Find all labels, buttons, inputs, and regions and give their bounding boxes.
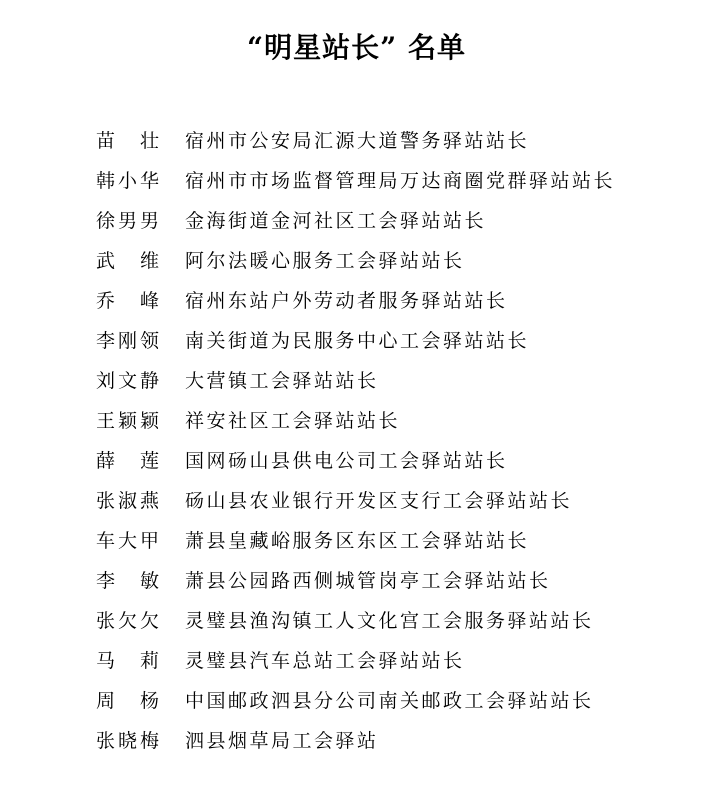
station-title: 泗县烟草局工会驿站 (185, 730, 379, 752)
person-name: 薛 莲 (96, 450, 163, 472)
station-title: 大营镇工会驿站站长 (185, 370, 379, 392)
list-item (96, 570, 713, 592)
list-item (96, 610, 713, 632)
person-name: 张淑燕 (96, 490, 163, 512)
person-name: 张晓梅 (96, 730, 163, 752)
station-title: 宿州市市场监督管理局万达商圈党群驿站站长 (185, 170, 616, 192)
list-item (96, 730, 713, 752)
list-item (96, 450, 713, 472)
station-title: 萧县皇藏峪服务区东区工会驿站站长 (185, 530, 530, 552)
list-item (96, 170, 713, 192)
station-title: 中国邮政泗县分公司南关邮政工会驿站站长 (185, 690, 594, 712)
station-master-list (0, 130, 713, 752)
list-item (96, 330, 713, 352)
list-item (96, 290, 713, 312)
person-name: 苗 壮 (96, 130, 163, 152)
list-item (96, 530, 713, 552)
person-name: 韩小华 (96, 170, 163, 192)
station-title: 灵璧县汽车总站工会驿站站长 (185, 650, 465, 672)
station-title: 金海街道金河社区工会驿站站长 (185, 210, 487, 232)
station-title: 南关街道为民服务中心工会驿站站长 (185, 330, 530, 352)
station-title: 国网砀山县供电公司工会驿站站长 (185, 450, 508, 472)
person-name: 徐男男 (96, 210, 163, 232)
person-name: 李 敏 (96, 570, 163, 592)
person-name: 李刚领 (96, 330, 163, 352)
station-title: 砀山县农业银行开发区支行工会驿站站长 (185, 490, 573, 512)
person-name: 刘文静 (96, 370, 163, 392)
person-name: 武 维 (96, 250, 163, 272)
station-title: 祥安社区工会驿站站长 (185, 410, 401, 432)
list-item (96, 650, 713, 672)
station-title: 宿州东站户外劳动者服务驿站站长 (185, 290, 508, 312)
list-item (96, 690, 713, 712)
person-name: 张欠欠 (96, 610, 163, 632)
station-title: 灵璧县渔沟镇工人文化宫工会服务驿站站长 (185, 610, 594, 632)
list-item (96, 130, 713, 152)
list-item (96, 410, 713, 432)
station-title: 宿州市公安局汇源大道警务驿站站长 (185, 130, 530, 152)
person-name: 车大甲 (96, 530, 163, 552)
list-item (96, 250, 713, 272)
page-title: “明星站长” 名单 (247, 31, 466, 64)
station-title: 阿尔法暖心服务工会驿站站长 (185, 250, 465, 272)
person-name: 王颖颖 (96, 410, 163, 432)
station-title: 萧县公园路西侧城管岗亭工会驿站站长 (185, 570, 551, 592)
list-item (96, 490, 713, 512)
person-name: 周 杨 (96, 690, 163, 712)
person-name: 乔 峰 (96, 290, 163, 312)
list-item (96, 370, 713, 392)
person-name: 马 莉 (96, 650, 163, 672)
list-item (96, 210, 713, 232)
